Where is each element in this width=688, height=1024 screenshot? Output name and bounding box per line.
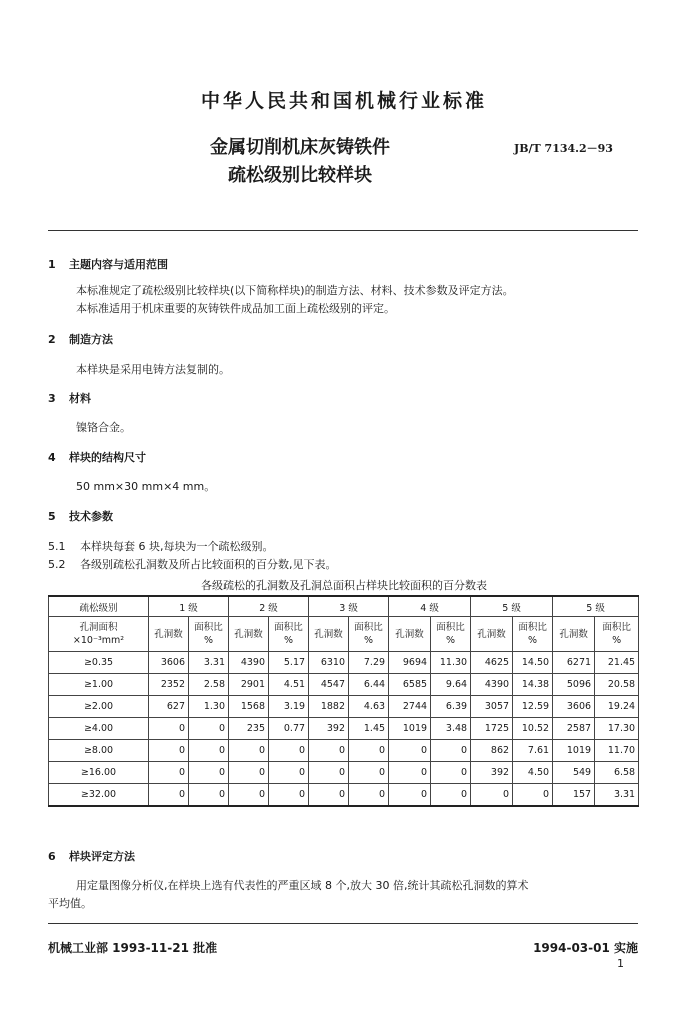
column-header-row <box>49 617 639 652</box>
area-ratio-label: 面积比 <box>354 622 383 633</box>
hole-count-cell: 157 <box>553 784 595 807</box>
hole-area-label: 孔洞面积 <box>79 622 118 633</box>
area-ratio-unit: % <box>203 635 214 646</box>
hole-count-cell: 235 <box>229 718 269 740</box>
hole-count-cell: 0 <box>149 762 189 784</box>
section-3-title: 材料 <box>69 392 91 405</box>
hole-count-cell: 1019 <box>389 718 431 740</box>
table-row <box>49 718 639 740</box>
hole-count-cell: 627 <box>149 696 189 718</box>
area-ratio-cell: 6.58 <box>595 762 639 784</box>
area-ratio-cell: 0 <box>431 784 471 807</box>
area-ratio-label: 面积比 <box>194 622 223 633</box>
area-ratio-cell: 0 <box>431 762 471 784</box>
area-ratio-cell: 3.19 <box>269 696 309 718</box>
section-6-paragraph-1: 用定量图像分析仪,在样块上选有代表性的严重区域 8 个,放大 30 倍,统计其疏松孔洞数的算术 <box>76 879 529 892</box>
hole-count-cell: 1019 <box>553 740 595 762</box>
hole-count-cell: 3606 <box>149 652 189 674</box>
area-ratio-header <box>349 617 389 652</box>
hole-area-threshold: ≥4.00 <box>49 718 149 740</box>
hole-count-header: 孔洞数 <box>229 617 269 652</box>
area-ratio-unit: % <box>612 635 622 646</box>
hole-area-unit: ×10⁻³mm² <box>72 635 125 646</box>
hole-count-cell: 0 <box>229 762 269 784</box>
table-body <box>49 652 639 807</box>
effective-date: 1994-03-01 实施 <box>533 941 638 955</box>
area-ratio-unit: % <box>364 635 374 646</box>
hole-count-cell: 0 <box>309 784 349 807</box>
section-5-number: 5 <box>48 510 56 523</box>
document-title <box>150 134 450 190</box>
section-1-paragraph-2: 本标准适用于机床重要的灰铸铁件成品加工面上疏松级别的评定。 <box>76 302 395 315</box>
area-ratio-cell: 0 <box>269 784 309 807</box>
area-ratio-cell: 0 <box>431 740 471 762</box>
hole-count-header: 孔洞数 <box>309 617 349 652</box>
hole-count-cell: 6310 <box>309 652 349 674</box>
area-ratio-label: 面积比 <box>436 622 465 633</box>
area-ratio-cell: 3.48 <box>431 718 471 740</box>
section-4-number: 4 <box>48 451 56 464</box>
hole-count-cell: 392 <box>309 718 349 740</box>
area-ratio-cell: 1.45 <box>349 718 389 740</box>
clause-5-2-number: 5.2 <box>48 558 66 571</box>
area-ratio-cell: 14.50 <box>513 652 553 674</box>
area-ratio-header <box>189 617 229 652</box>
area-ratio-cell: 3.31 <box>595 784 639 807</box>
hole-count-cell: 2587 <box>553 718 595 740</box>
page-number: 1 <box>617 957 624 970</box>
hole-count-cell: 3606 <box>553 696 595 718</box>
area-ratio-cell: 11.70 <box>595 740 639 762</box>
grade-header-row <box>49 596 639 617</box>
area-ratio-cell: 0 <box>349 784 389 807</box>
hole-area-threshold: ≥32.00 <box>49 784 149 807</box>
area-ratio-cell: 17.30 <box>595 718 639 740</box>
hole-count-cell: 0 <box>389 762 431 784</box>
hole-count-cell: 1725 <box>471 718 513 740</box>
table-row <box>49 784 639 807</box>
section-2-title: 制造方法 <box>69 333 113 346</box>
table-row <box>49 674 639 696</box>
section-1-paragraph-1: 本标准规定了疏松级别比较样块(以下简称样块)的制造方法、材料、技术参数及评定方法。 <box>76 284 514 297</box>
clause-5-2-text: 各级别疏松孔洞数及所占比较面积的百分数,见下表。 <box>80 558 337 571</box>
grade-corner-cell: 疏松级别 <box>49 596 149 617</box>
area-ratio-header <box>431 617 471 652</box>
area-ratio-cell: 0 <box>189 718 229 740</box>
area-ratio-label: 面积比 <box>274 622 303 633</box>
title-line-1: 金属切削机床灰铸铁件 <box>210 137 390 158</box>
header-rule <box>48 230 638 231</box>
hole-count-header: 孔洞数 <box>389 617 431 652</box>
hole-count-cell: 9694 <box>389 652 431 674</box>
hole-count-cell: 1568 <box>229 696 269 718</box>
section-1-number: 1 <box>48 258 56 271</box>
area-ratio-cell: 19.24 <box>595 696 639 718</box>
area-ratio-cell: 0 <box>189 784 229 807</box>
clause-5-1-number: 5.1 <box>48 540 66 553</box>
section-6-paragraph-2: 平均值。 <box>48 897 92 910</box>
area-ratio-cell: 9.64 <box>431 674 471 696</box>
area-ratio-unit: % <box>446 635 456 646</box>
area-ratio-cell: 12.59 <box>513 696 553 718</box>
section-4-title: 样块的结构尺寸 <box>69 451 146 464</box>
issuing-organization: 中华人民共和国机械行业标准 <box>200 90 487 112</box>
hole-count-cell: 5096 <box>553 674 595 696</box>
area-ratio-cell: 10.52 <box>513 718 553 740</box>
hole-count-cell: 0 <box>389 784 431 807</box>
area-ratio-cell: 21.45 <box>595 652 639 674</box>
section-2-number: 2 <box>48 333 56 346</box>
area-ratio-cell: 1.30 <box>189 696 229 718</box>
hole-count-header: 孔洞数 <box>149 617 189 652</box>
area-ratio-header <box>595 617 639 652</box>
area-ratio-cell: 4.51 <box>269 674 309 696</box>
hole-count-cell: 392 <box>471 762 513 784</box>
porosity-table <box>48 595 639 807</box>
hole-count-cell: 4390 <box>471 674 513 696</box>
area-ratio-cell: 3.31 <box>189 652 229 674</box>
area-ratio-cell: 6.44 <box>349 674 389 696</box>
area-ratio-cell: 0 <box>269 740 309 762</box>
footer-rule <box>48 923 638 924</box>
area-ratio-header <box>513 617 553 652</box>
section-2-paragraph: 本样块是采用电铸方法复制的。 <box>76 363 230 376</box>
section-6-number: 6 <box>48 850 56 863</box>
area-ratio-unit: % <box>528 635 538 646</box>
area-ratio-unit: % <box>284 635 294 646</box>
hole-count-cell: 0 <box>471 784 513 807</box>
hole-count-cell: 0 <box>149 718 189 740</box>
approval-date: 机械工业部 1993-11-21 批准 <box>48 941 218 955</box>
area-ratio-cell: 7.61 <box>513 740 553 762</box>
hole-area-header <box>49 617 149 652</box>
hole-area-threshold: ≥0.35 <box>49 652 149 674</box>
hole-count-cell: 2744 <box>389 696 431 718</box>
hole-count-cell: 0 <box>229 740 269 762</box>
area-ratio-cell: 14.38 <box>513 674 553 696</box>
table-row <box>49 762 639 784</box>
table-row <box>49 740 639 762</box>
hole-count-cell: 0 <box>229 784 269 807</box>
area-ratio-cell: 4.50 <box>513 762 553 784</box>
grade-header-2: 2 级 <box>229 596 309 617</box>
table-caption: 各级疏松的孔洞数及孔洞总面积占样块比较面积的百分数表 <box>201 579 487 592</box>
area-ratio-cell: 20.58 <box>595 674 639 696</box>
hole-count-cell: 0 <box>149 740 189 762</box>
grade-header-4: 4 级 <box>389 596 471 617</box>
grade-header-5: 5 级 <box>471 596 553 617</box>
hole-count-cell: 1882 <box>309 696 349 718</box>
section-6-title: 样块评定方法 <box>69 850 135 863</box>
area-ratio-cell: 7.29 <box>349 652 389 674</box>
area-ratio-cell: 0 <box>349 762 389 784</box>
section-3-number: 3 <box>48 392 56 405</box>
area-ratio-cell: 4.63 <box>349 696 389 718</box>
hole-count-cell: 2352 <box>149 674 189 696</box>
grade-header-1: 1 级 <box>149 596 229 617</box>
area-ratio-cell: 0 <box>349 740 389 762</box>
hole-area-threshold: ≥1.00 <box>49 674 149 696</box>
hole-count-cell: 0 <box>389 740 431 762</box>
hole-count-cell: 0 <box>149 784 189 807</box>
hole-count-header: 孔洞数 <box>471 617 513 652</box>
area-ratio-cell: 6.39 <box>431 696 471 718</box>
hole-count-cell: 3057 <box>471 696 513 718</box>
clause-5-1-text: 本样块每套 6 块,每块为一个疏松级别。 <box>80 540 274 553</box>
hole-count-cell: 6271 <box>553 652 595 674</box>
hole-count-cell: 4625 <box>471 652 513 674</box>
hole-count-cell: 2901 <box>229 674 269 696</box>
title-line-2: 疏松级别比较样块 <box>228 165 372 186</box>
section-5-title: 技术参数 <box>69 510 113 523</box>
section-1-title: 主题内容与适用范围 <box>69 258 168 271</box>
hole-count-cell: 4390 <box>229 652 269 674</box>
area-ratio-cell: 2.58 <box>189 674 229 696</box>
section-3-paragraph: 镍铬合金。 <box>76 421 131 434</box>
area-ratio-cell: 11.30 <box>431 652 471 674</box>
table-row <box>49 696 639 718</box>
hole-count-cell: 6585 <box>389 674 431 696</box>
area-ratio-cell: 0 <box>189 762 229 784</box>
area-ratio-cell: 0 <box>513 784 553 807</box>
hole-area-threshold: ≥16.00 <box>49 762 149 784</box>
grade-header-6: 5 级 <box>553 596 639 617</box>
standard-code: JB/T 7134.2－93 <box>514 142 613 155</box>
area-ratio-label: 面积比 <box>518 622 547 633</box>
hole-count-header: 孔洞数 <box>553 617 595 652</box>
hole-count-cell: 0 <box>309 762 349 784</box>
hole-count-cell: 0 <box>309 740 349 762</box>
hole-count-cell: 862 <box>471 740 513 762</box>
area-ratio-cell: 0.77 <box>269 718 309 740</box>
area-ratio-label: 面积比 <box>602 622 631 633</box>
area-ratio-header <box>269 617 309 652</box>
area-ratio-cell: 5.17 <box>269 652 309 674</box>
table-row <box>49 652 639 674</box>
hole-area-threshold: ≥8.00 <box>49 740 149 762</box>
hole-area-threshold: ≥2.00 <box>49 696 149 718</box>
area-ratio-cell: 0 <box>189 740 229 762</box>
area-ratio-cell: 0 <box>269 762 309 784</box>
grade-header-3: 3 级 <box>309 596 389 617</box>
section-4-paragraph: 50 mm×30 mm×4 mm。 <box>76 480 216 493</box>
hole-count-cell: 549 <box>553 762 595 784</box>
hole-count-cell: 4547 <box>309 674 349 696</box>
